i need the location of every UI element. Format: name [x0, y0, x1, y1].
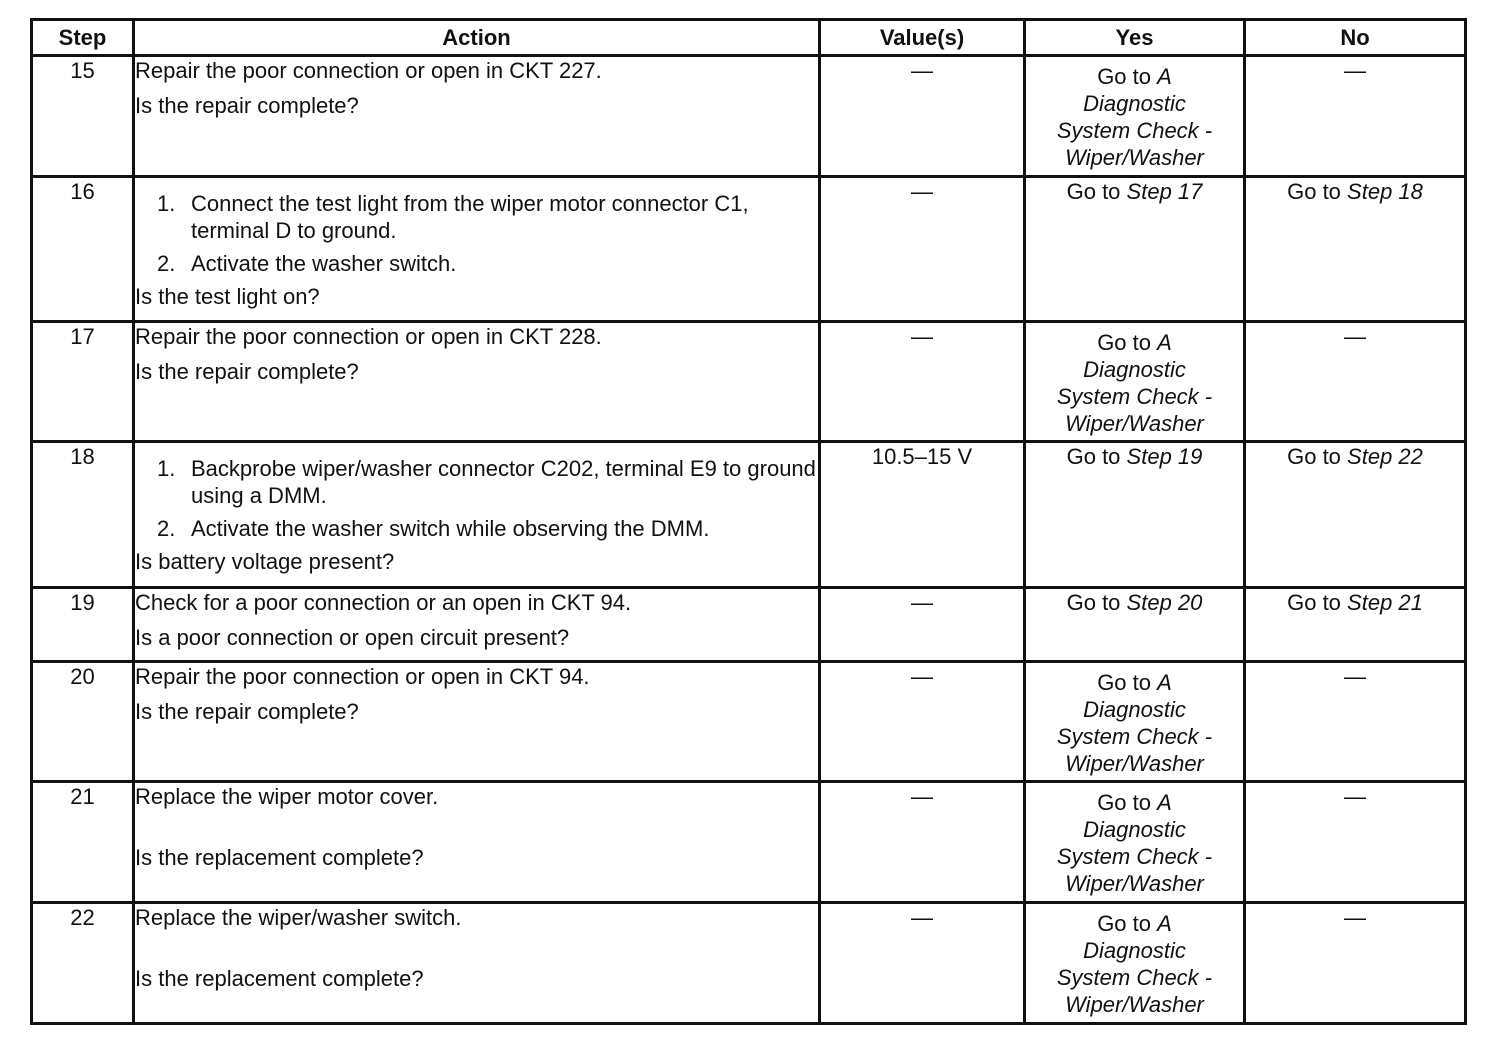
step-number: 20 — [32, 662, 134, 782]
diagnostic-table — [30, 18, 1467, 1025]
goto-link-a[interactable]: A — [1157, 330, 1172, 355]
action-cell — [134, 903, 820, 1024]
goto-link-line[interactable]: System Check - — [1056, 384, 1213, 409]
table-row — [32, 588, 1466, 662]
header-values: Value(s) — [820, 20, 1025, 56]
yes-cell: Go to A Diagnostic System Check - Wiper/Washer — [1025, 322, 1245, 442]
goto-link-line[interactable]: System Check - — [1056, 844, 1213, 869]
yes-cell: Go to Step 20 — [1025, 588, 1245, 662]
goto-step-link[interactable]: Step 22 — [1347, 444, 1423, 469]
list-item: 1. Connect the test light from the wiper motor connector C1, terminal D to ground. — [157, 191, 749, 243]
goto-step-link[interactable]: Step 17 — [1126, 179, 1203, 204]
step-number: 16 — [32, 177, 134, 322]
table-row — [32, 322, 1466, 442]
yes-cell: Go to Step 19 — [1025, 442, 1245, 588]
no-cell: Go to Step 22 — [1245, 442, 1466, 588]
value-cell: — — [820, 177, 1025, 322]
goto-link-line[interactable]: Wiper/Washer — [1065, 145, 1204, 170]
no-cell: — — [1245, 662, 1466, 782]
step-number: 17 — [32, 322, 134, 442]
action-text: Replace the wiper motor cover. — [135, 784, 439, 809]
goto-link-line[interactable]: System Check - — [1056, 965, 1213, 990]
goto-link-line[interactable]: Wiper/Washer — [1065, 992, 1204, 1017]
action-question: Is the repair complete? — [135, 93, 359, 118]
value-cell: — — [820, 56, 1025, 177]
goto-link-a[interactable]: A — [1157, 670, 1172, 695]
table-row — [32, 662, 1466, 782]
goto-text: Go to — [1097, 64, 1151, 89]
step-number: 22 — [32, 903, 134, 1024]
goto-link-line[interactable]: Wiper/Washer — [1065, 871, 1204, 896]
value-cell: — — [820, 588, 1025, 662]
goto-link-a[interactable]: A — [1157, 790, 1172, 815]
goto-step-link[interactable]: Step 21 — [1347, 590, 1423, 615]
action-steps-list — [135, 455, 818, 542]
yes-cell: Go to A Diagnostic System Check - Wiper/Washer — [1025, 782, 1245, 903]
action-cell — [134, 56, 820, 177]
list-item: 2. Activate the washer switch. — [157, 251, 457, 276]
goto-step-link[interactable]: Step 18 — [1347, 179, 1423, 204]
step-number: 21 — [32, 782, 134, 903]
value-cell: — — [820, 322, 1025, 442]
action-cell — [134, 782, 820, 903]
table-row — [32, 56, 1466, 177]
goto-link-line[interactable]: Diagnostic — [1083, 357, 1186, 382]
action-cell — [134, 442, 820, 588]
step-number: 18 — [32, 442, 134, 588]
value-cell: — — [820, 662, 1025, 782]
no-cell: — — [1245, 782, 1466, 903]
header-step: Step — [32, 20, 134, 56]
action-cell — [134, 662, 820, 782]
table-row — [32, 177, 1466, 322]
yes-cell: Go to A Diagnostic System Check - Wiper/Washer — [1025, 662, 1245, 782]
no-cell: — — [1245, 322, 1466, 442]
no-cell: Go to Step 21 — [1245, 588, 1466, 662]
action-text: Check for a poor connection or an open in CKT 94. — [135, 590, 632, 615]
header-yes: Yes — [1025, 20, 1245, 56]
action-text: Repair the poor connection or open in CKT 94. — [135, 664, 590, 689]
value-cell: 10.5–15 V — [820, 442, 1025, 588]
no-cell: — — [1245, 56, 1466, 177]
header-action: Action — [134, 20, 820, 56]
action-cell — [134, 322, 820, 442]
action-question: Is the repair complete? — [135, 699, 359, 724]
header-no: No — [1245, 20, 1466, 56]
action-cell — [134, 588, 820, 662]
goto-link-a[interactable]: A — [1157, 911, 1172, 936]
step-number: 19 — [32, 588, 134, 662]
action-steps-list — [135, 190, 818, 277]
list-item: 2. Activate the washer switch while observing the DMM. — [157, 516, 710, 541]
action-question: Is battery voltage present? — [135, 549, 395, 574]
table-row — [32, 782, 1466, 903]
action-question: Is the repair complete? — [135, 359, 359, 384]
table-row — [32, 903, 1466, 1024]
yes-cell: Go to Step 17 — [1025, 177, 1245, 322]
value-cell: — — [820, 782, 1025, 903]
action-text: Replace the wiper/washer switch. — [135, 905, 462, 930]
goto-link-line[interactable]: Wiper/Washer — [1065, 411, 1204, 436]
header-row — [32, 20, 1466, 56]
no-cell: — — [1245, 903, 1466, 1024]
goto-link-line[interactable]: Diagnostic — [1083, 91, 1186, 116]
action-text: Repair the poor connection or open in CKT 228. — [135, 324, 602, 349]
no-cell: Go to Step 18 — [1245, 177, 1466, 322]
action-question: Is the replacement complete? — [135, 966, 424, 991]
action-question: Is the test light on? — [135, 284, 320, 309]
yes-cell: Go to A Diagnostic System Check - Wiper/Washer — [1025, 903, 1245, 1024]
goto-link-a[interactable]: A — [1157, 64, 1172, 89]
value-cell: — — [820, 903, 1025, 1024]
goto-link-line[interactable]: System Check - — [1056, 118, 1213, 143]
action-cell — [134, 177, 820, 322]
goto-link-line[interactable]: Diagnostic — [1083, 938, 1186, 963]
list-item: 1. Backprobe wiper/washer connector C202, terminal E9 to ground using a DMM. — [157, 456, 816, 508]
step-number: 15 — [32, 56, 134, 177]
goto-step-link[interactable]: Step 20 — [1126, 590, 1203, 615]
goto-link-line[interactable]: Diagnostic — [1083, 817, 1186, 842]
yes-cell — [1025, 56, 1245, 177]
action-text: Repair the poor connection or open in CKT 227. — [135, 58, 602, 83]
goto-link-line[interactable]: System Check - — [1056, 724, 1213, 749]
action-question: Is the replacement complete? — [135, 845, 424, 870]
goto-link-line[interactable]: Diagnostic — [1083, 697, 1186, 722]
table-row — [32, 442, 1466, 588]
goto-link-line[interactable]: Wiper/Washer — [1065, 751, 1204, 776]
action-question: Is a poor connection or open circuit present? — [135, 625, 570, 650]
goto-step-link[interactable]: Step 19 — [1126, 444, 1203, 469]
